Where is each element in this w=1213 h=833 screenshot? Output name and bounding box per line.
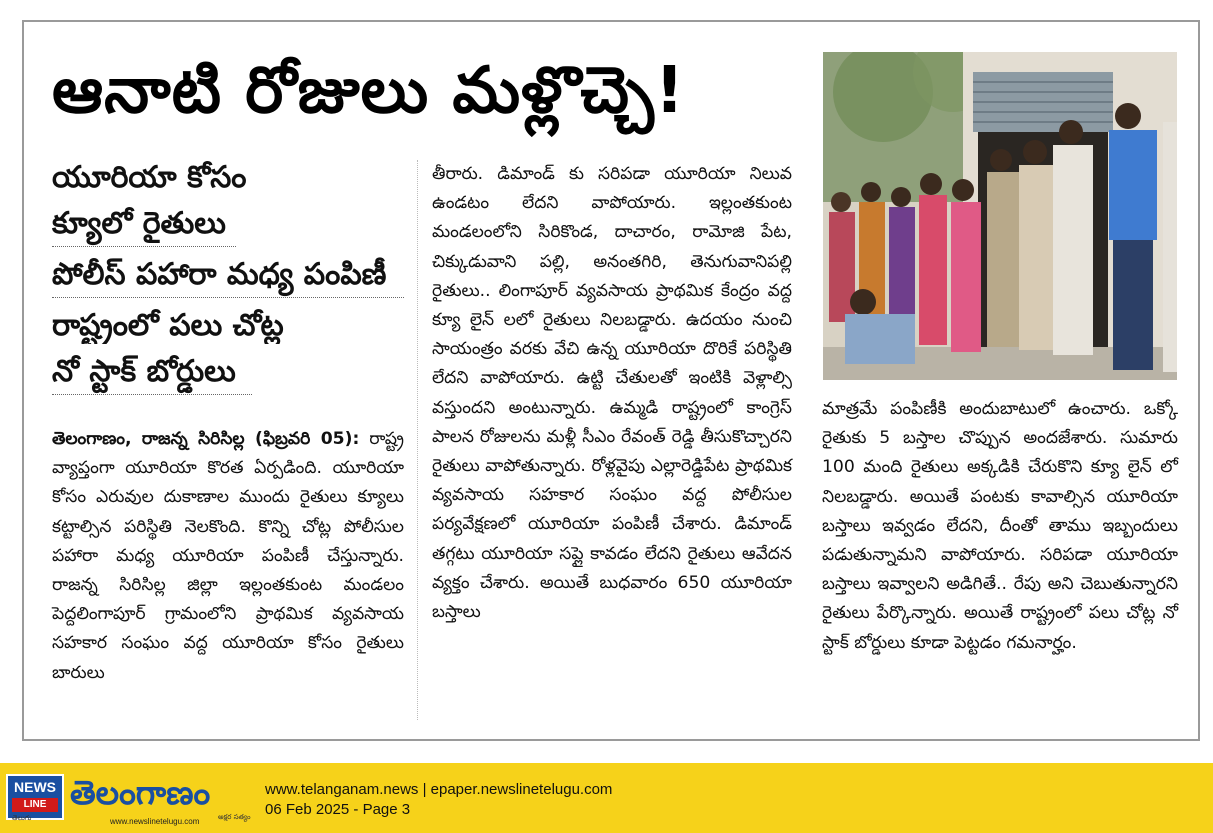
footer-info — [265, 780, 612, 820]
column-divider — [417, 160, 418, 720]
article-column-3: మాత్రమే పంపిణీకి అందుబాటులో ఉంచారు. ఒక్కో రైతుకు 5 బస్తాల చొప్పున అందజేశారు. సుమారు 100 మంది రైతులు అక్కడికి చేరుకొని క్యూ లైన్ లో నిలబడ్డారు. అయితే పంటకు కావాల్సిన యూరియా బస్తాలు ఇవ్వడం లేదని, దీంతో తాము ఇబ్బందులు పడుతున్నామని వాపోయారు. సరిపడా యూరియా బస్తాలు ఇవ్వాలని అడిగితే.. రేపు అని చెబుతున్నారని రైతులు పేర్కొన్నారు. అయితే రాష్ట్రంలో పలు చోట్ల నో స్టాక్ బోర్డులు కూడా పెట్టడం గమనార్హం. — [822, 399, 1178, 653]
news-photo-farmers-queue — [823, 52, 1177, 380]
footer-bar — [0, 763, 1213, 833]
subhead-4: రాష్ట్రంలో పలు చోట్ల — [52, 308, 284, 343]
dateline: తెలంగాణం, రాజన్న సిరిసిల్ల (ఫిబ్రవరి 05): — [52, 429, 360, 449]
brand-tagline: అక్షర సత్యం — [218, 813, 251, 821]
headline: ఆనాటి రోజులు మళ్లొచ్చె! — [52, 54, 686, 128]
subhead-5: నో స్టాక్ బోర్డులు — [52, 354, 252, 395]
telanganam-brand: తెలంగాణం — [70, 773, 211, 812]
column-1-text: రాష్ట్ర వ్యాప్తంగా యూరియా కొరత ఏర్పడింది. యూరియా కోసం ఎరువుల దుకాణాల ముందు రైతులు క్యూలు కట్టాల్సిన పరిస్థితి నెలకొంది. కొన్ని చోట్ల పోలీసుల పహారా మధ్య యూరియా పంపిణీ చేస్తున్నారు. రాజన్న సిరిసిల్ల జిల్లా ఇల్లంతకుంట మండలం పెద్దలింగాపూర్ గ్రామంలోని ప్రాథమిక వ్యవసాయ సహకార సంఘం వద్ద యూరియా కోసం రైతులు బారులు — [52, 429, 404, 683]
article-column-2: తీరారు. డిమాండ్ కు సరిపడా యూరియా నిలువ ఉండటం లేదని వాపోయారు. ఇల్లంతకుంట మండలంలోని సిరికొండ, దాచారం, రామోజి పేట, చిక్కుడువాని పల్లి, అనంతగిరి, తెనుగువానిపల్లి రైతులు.. లింగాపూర్ వ్యవసాయ ప్రాథమిక కేంద్రం వద్ద క్యూ లైన్ లలో రైతులు నిలబడ్డారు. ఉదయం నుంచి సాయంత్రం వరకు వేచి ఉన్న యూరియా దొరికే పరిస్థితి లేదని వాపోయారు. ఉట్టి చేతులతో ఇంటికి వెళ్లాల్సి వస్తుందని అంటున్నారు. ఉమ్మడి రాష్ట్రంలో కాంగ్రెస్ పాలన రోజులను మళ్లీ సీఎం రేవంత్ రెడ్డి తీసుకొచ్చారని రైతులు వాపోతున్నారు. రోళ్లవైపు ఎల్లారెడ్డిపేట ప్రాథమిక వ్యవసాయ సహకార సంఘం వద్ద పోలీసుల పర్యవేక్షణలో యూరియా పంపిణీ చేశారు. డిమాండ్ తగ్గటు యూరియా సప్లై కావడం లేదని రైతులు ఆవేదన వ్యక్తం చేశారు. అయితే బుధవారం 650 యూరియా బస్తాలు — [432, 164, 792, 623]
subhead-3: పోలీస్ పహారా మధ్య పంపిణీ — [52, 257, 404, 298]
footer-links[interactable]: www.telanganam.news | epaper.newslinetelugu.com — [265, 781, 613, 798]
article-column-1 — [52, 425, 404, 688]
subheads — [52, 160, 408, 405]
footer-date-page: 06 Feb 2025 - Page 3 — [265, 801, 411, 818]
brand-url[interactable]: www.newslinetelugu.com — [110, 817, 200, 826]
logo-subtitle: తెలుగు — [12, 814, 32, 822]
photo-illustration — [823, 52, 1177, 380]
logo-line-text: LINE — [12, 798, 58, 812]
subhead-1: యూరియా కోసం — [52, 160, 247, 195]
subhead-2: క్యూలో రైతులు — [52, 206, 236, 247]
logo-news-text: NEWS — [14, 779, 56, 795]
